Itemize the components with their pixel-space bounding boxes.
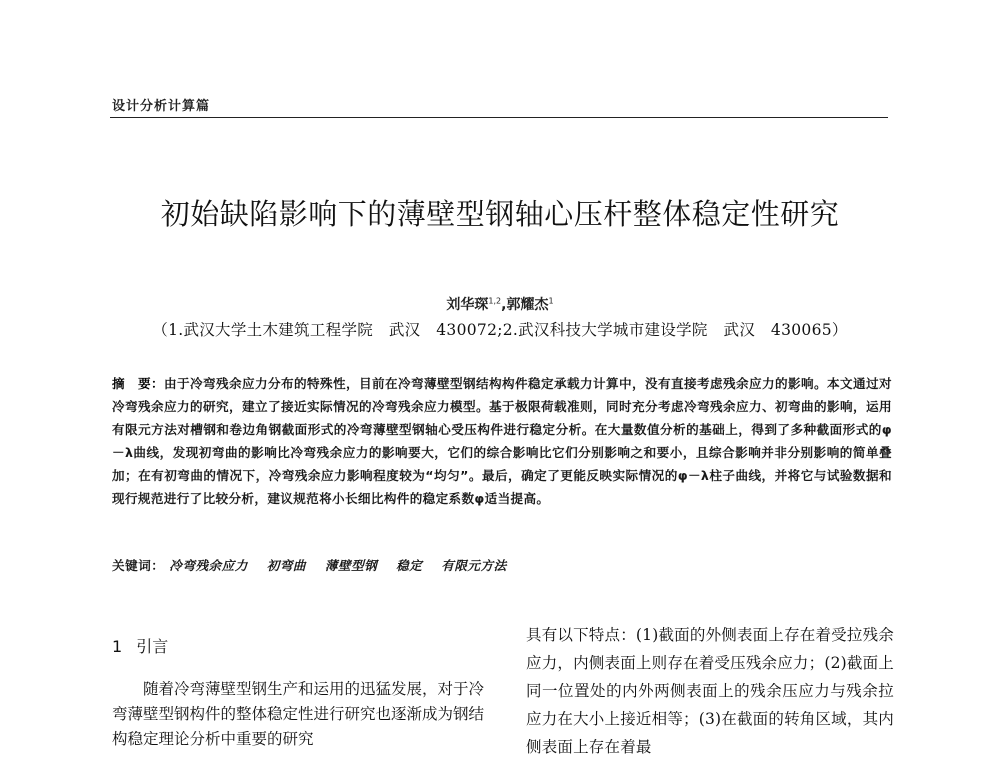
affiliations: （1.武汉大学土木建筑工程学院 武汉 430072;2.武汉科技大学城市建设学院 武汉 430065） [152, 321, 848, 339]
section-title: 引言 [136, 637, 169, 656]
section-number: 1 [112, 637, 123, 656]
keyword: 初弯曲 [266, 558, 306, 573]
abstract-label: 摘 要： [112, 376, 165, 391]
section-heading [112, 634, 168, 657]
keywords-label: 关键词： [112, 558, 165, 573]
keyword: 薄壁型钢 [324, 558, 378, 573]
author-affiliation-mark: 1,2 [488, 296, 502, 306]
body-column-right: 具有以下特点：(1)截面的外侧表面上存在着受拉残余应力，内侧表面上则存在着受压残余应力；(2)截面上同一位置处的内外两侧表面上的残余压应力与残余拉应力在大小上接近相等；(3)在截面的转角区域，其内侧表面上存在着最 [526, 626, 894, 756]
keyword: 冷弯残余应力 [169, 558, 248, 573]
keyword: 有限元方法 [441, 558, 507, 573]
author-separator: , [501, 297, 507, 313]
author-name: 郭耀杰 [506, 297, 549, 313]
body-column-left [112, 677, 484, 752]
keyword: 稳定 [396, 558, 423, 573]
body-paragraph: 随着冷弯薄壁型钢生产和运用的迅猛发展，对于冷弯薄壁型钢构件的整体稳定性进行研究也逐渐成为钢结构稳定理论分析中重要的研究 [112, 680, 485, 748]
abstract-text: 由于冷弯残余应力分布的特殊性，目前在冷弯薄壁型钢结构构件稳定承载力计算中，没有直接考虑残余应力的影响。本文通过对冷弯残余应力的研究，建立了接近实际情况的冷弯残余应力模型。基于极限荷载准则，同时充分考虑冷弯残余应力、初弯曲的影响，运用有限元方法对槽钢和卷边角钢截面形式的冷弯薄壁型钢轴心受压构件进行稳定分析。在大量数值分析的基础上，得到了多种截面形式的φ－λ曲线，发现初弯曲的影响比冷弯残余应力的影响要大，它们的综合影响比它们分别影响之和要小，且综合影响并非分别影响的简单叠加；在有初弯曲的情况下，冷弯残余应力影响程度较为“均匀”。最后，确定了更能反映实际情况的φ－λ柱子曲线，并将它与试验数据和现行规范进行了比较分析，建议规范将小长细比构件的稳定系数φ适当提高。 [112, 376, 892, 506]
author-name: 刘华琛 [446, 297, 489, 313]
author-affiliation-mark: 1 [548, 296, 554, 306]
abstract [112, 372, 892, 510]
authors [0, 294, 1000, 314]
journal-section-label: 设计分析计算篇 [112, 99, 211, 114]
keywords [112, 555, 892, 574]
header-rule [110, 117, 888, 118]
paper-title: 初始缺陷影响下的薄壁型钢轴心压杆整体稳定性研究 [160, 197, 840, 231]
